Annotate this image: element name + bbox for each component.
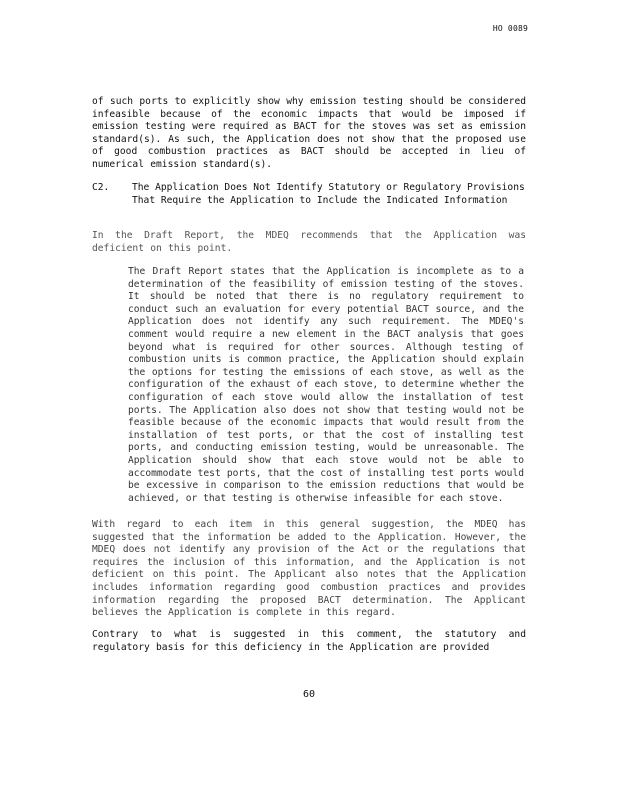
document-id: HO 0089 — [492, 24, 528, 33]
block-quote: The Draft Report states that the Application is incomplete as to a determination of the feasibility of emission testing of the stoves. It should be noted that there is no regulatory requirement to conduct such an evaluation for every potential BACT source, and the Application does not identify any such requirement. The MDEQ's comment would require a new element in the BACT analysis that goes beyond what is required for other sources. Although testing of combustion units is common practice, the Application should explain the options for testing the emissions of each stove, as well as the configuration of the exhaust of each stove, to determine whether the configuration of each stove would allow the installation of test ports. The Application also does not show that testing would not be feasible because of the economic impacts that would result from the installation of test ports, or that the cost of installing test ports, and conducting emission testing, would be unreasonable. The Application should show that each stove would not be able to accommodate test ports, that the cost of installing test ports would be excessive in comparison to the emission reductions that would be achieved, or that testing is otherwise infeasible for each stove. — [128, 266, 524, 504]
paragraph-contrary: Contrary to what is suggested in this comment, the statutory and regulatory basis for this deficiency in the Application are provided — [92, 629, 526, 653]
page-number: 60 — [302, 689, 316, 700]
paragraph-with-regard: With regard to each item in this general suggestion, the MDEQ has suggested that the information be added to the Application. However, the MDEQ does not identify any provision of the Act or the regulations that requires the inclusion of this information, and the Application is not deficient on this point. The Applicant also notes that the Application includes information regarding good combustion practices and provides information regarding the proposed BACT determination. The Applicant believes the Application is complete in this regard. — [92, 519, 526, 619]
paragraph-bact-testing: of such ports to explicitly show why emission testing should be considered infeasible because of the economic impacts that would be imposed if emission testing were required as BACT for the stoves was set as emission standard(s). As such, the Application does not show that the proposed use of good combustion practices as BACT should be accepted in lieu of numerical emission standard(s). — [92, 96, 526, 170]
section-heading — [92, 182, 532, 207]
section-number: C2. — [92, 182, 110, 193]
section-title: The Application Does Not Identify Statutory or Regulatory Provisions That Require the Application to Include the Indicated Information — [132, 182, 525, 206]
paragraph-draft-report: In the Draft Report, the MDEQ recommends that the Application was deficient on this point. — [92, 230, 526, 254]
